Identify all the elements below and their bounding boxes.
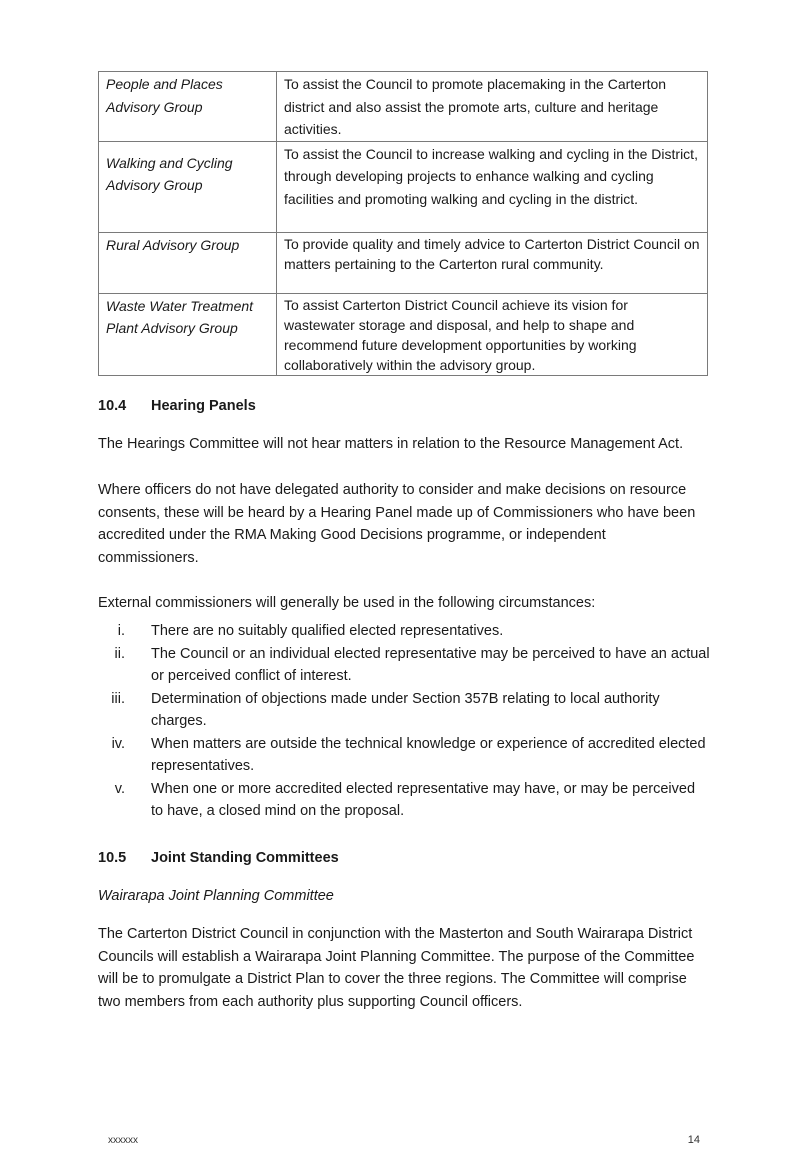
paragraph: The Hearings Committee will not hear matters in relation to the Resource Management Act. xyxy=(98,436,684,452)
table-row xyxy=(99,293,708,375)
group-name-cell: Walking and Cycling Advisory Group xyxy=(99,141,277,232)
group-description-cell: To assist Carterton District Council achieve its vision for wastewater storage and disposal, and help to shape and recommend future development opportunities by working collaboratively within the advisory group. xyxy=(277,293,708,375)
section-number: 10.5 xyxy=(98,850,127,866)
advisory-groups-table xyxy=(98,71,708,376)
section-heading-10-5 xyxy=(98,847,710,870)
list-item xyxy=(98,733,710,778)
footer-reference: xxxxxx xyxy=(108,1135,138,1146)
list-item-text: Determination of objections made under Section 357B relating to local authority charges. xyxy=(151,690,660,729)
group-description-cell: To provide quality and timely advice to Carterton District Council on matters pertaining to the Carterton rural community. xyxy=(277,232,708,293)
group-name-cell: Rural Advisory Group xyxy=(99,232,277,293)
list-item xyxy=(98,620,710,643)
list-marker: ii. xyxy=(114,645,125,662)
paragraph: Where officers do not have delegated authority to consider and make decisions on resource consents, these will be heard by a Hearing Panel made up of Commissioners who have been accredited under the RMA Making Good Decisions programme, or independent commissioners. xyxy=(98,482,696,566)
paragraph: The Carterton District Council in conjunction with the Masterton and South Wairarapa District Councils will establish a Wairarapa Joint Planning Committee. The purpose of the Committee will be to promulgate a District Plan to cover the three regions. The Committee will comprise two members from each authority plus supporting Council officers. xyxy=(98,926,695,1010)
list-item xyxy=(98,643,710,688)
list-marker: iv. xyxy=(111,735,125,752)
list-marker: v. xyxy=(114,780,125,797)
list-item-text: There are no suitably qualified elected representatives. xyxy=(151,623,504,639)
section-title: Joint Standing Committees xyxy=(151,850,339,866)
subsection-title: Wairarapa Joint Planning Committee xyxy=(98,888,334,904)
table-row xyxy=(99,141,708,232)
section-title: Hearing Panels xyxy=(151,398,256,414)
section-number: 10.4 xyxy=(98,398,127,414)
list-item-text: The Council or an individual elected representative may be perceived to have an actual or perceived conflict of interest. xyxy=(151,645,710,684)
group-name-cell: People and Places Advisory Group xyxy=(99,72,277,142)
circumstances-list xyxy=(98,620,710,823)
page-number: 14 xyxy=(687,1134,700,1146)
group-description-cell: To assist the Council to promote placemaking in the Carterton district and also assist the promote arts, culture and heritage activities. xyxy=(277,72,708,142)
paragraph: External commissioners will generally be used in the following circumstances: xyxy=(98,595,596,611)
list-marker: i. xyxy=(117,623,125,639)
section-heading-10-4 xyxy=(98,395,710,418)
group-description-cell: To assist the Council to increase walking and cycling in the District, through developing projects to enhance walking and cycling facilities and promoting walking and cycling in the district. xyxy=(277,141,708,232)
list-item-text: When one or more accredited elected representative may have, or may be perceived to have, a closed mind on the proposal. xyxy=(151,780,696,819)
list-marker: iii. xyxy=(111,690,125,707)
list-item xyxy=(98,688,710,733)
list-item-text: When matters are outside the technical knowledge or experience of accredited elected representatives. xyxy=(151,735,706,774)
group-name-cell: Waste Water Treatment Plant Advisory Group xyxy=(99,293,277,375)
list-item xyxy=(98,778,710,823)
table-row xyxy=(99,232,708,293)
table-row xyxy=(99,72,708,142)
